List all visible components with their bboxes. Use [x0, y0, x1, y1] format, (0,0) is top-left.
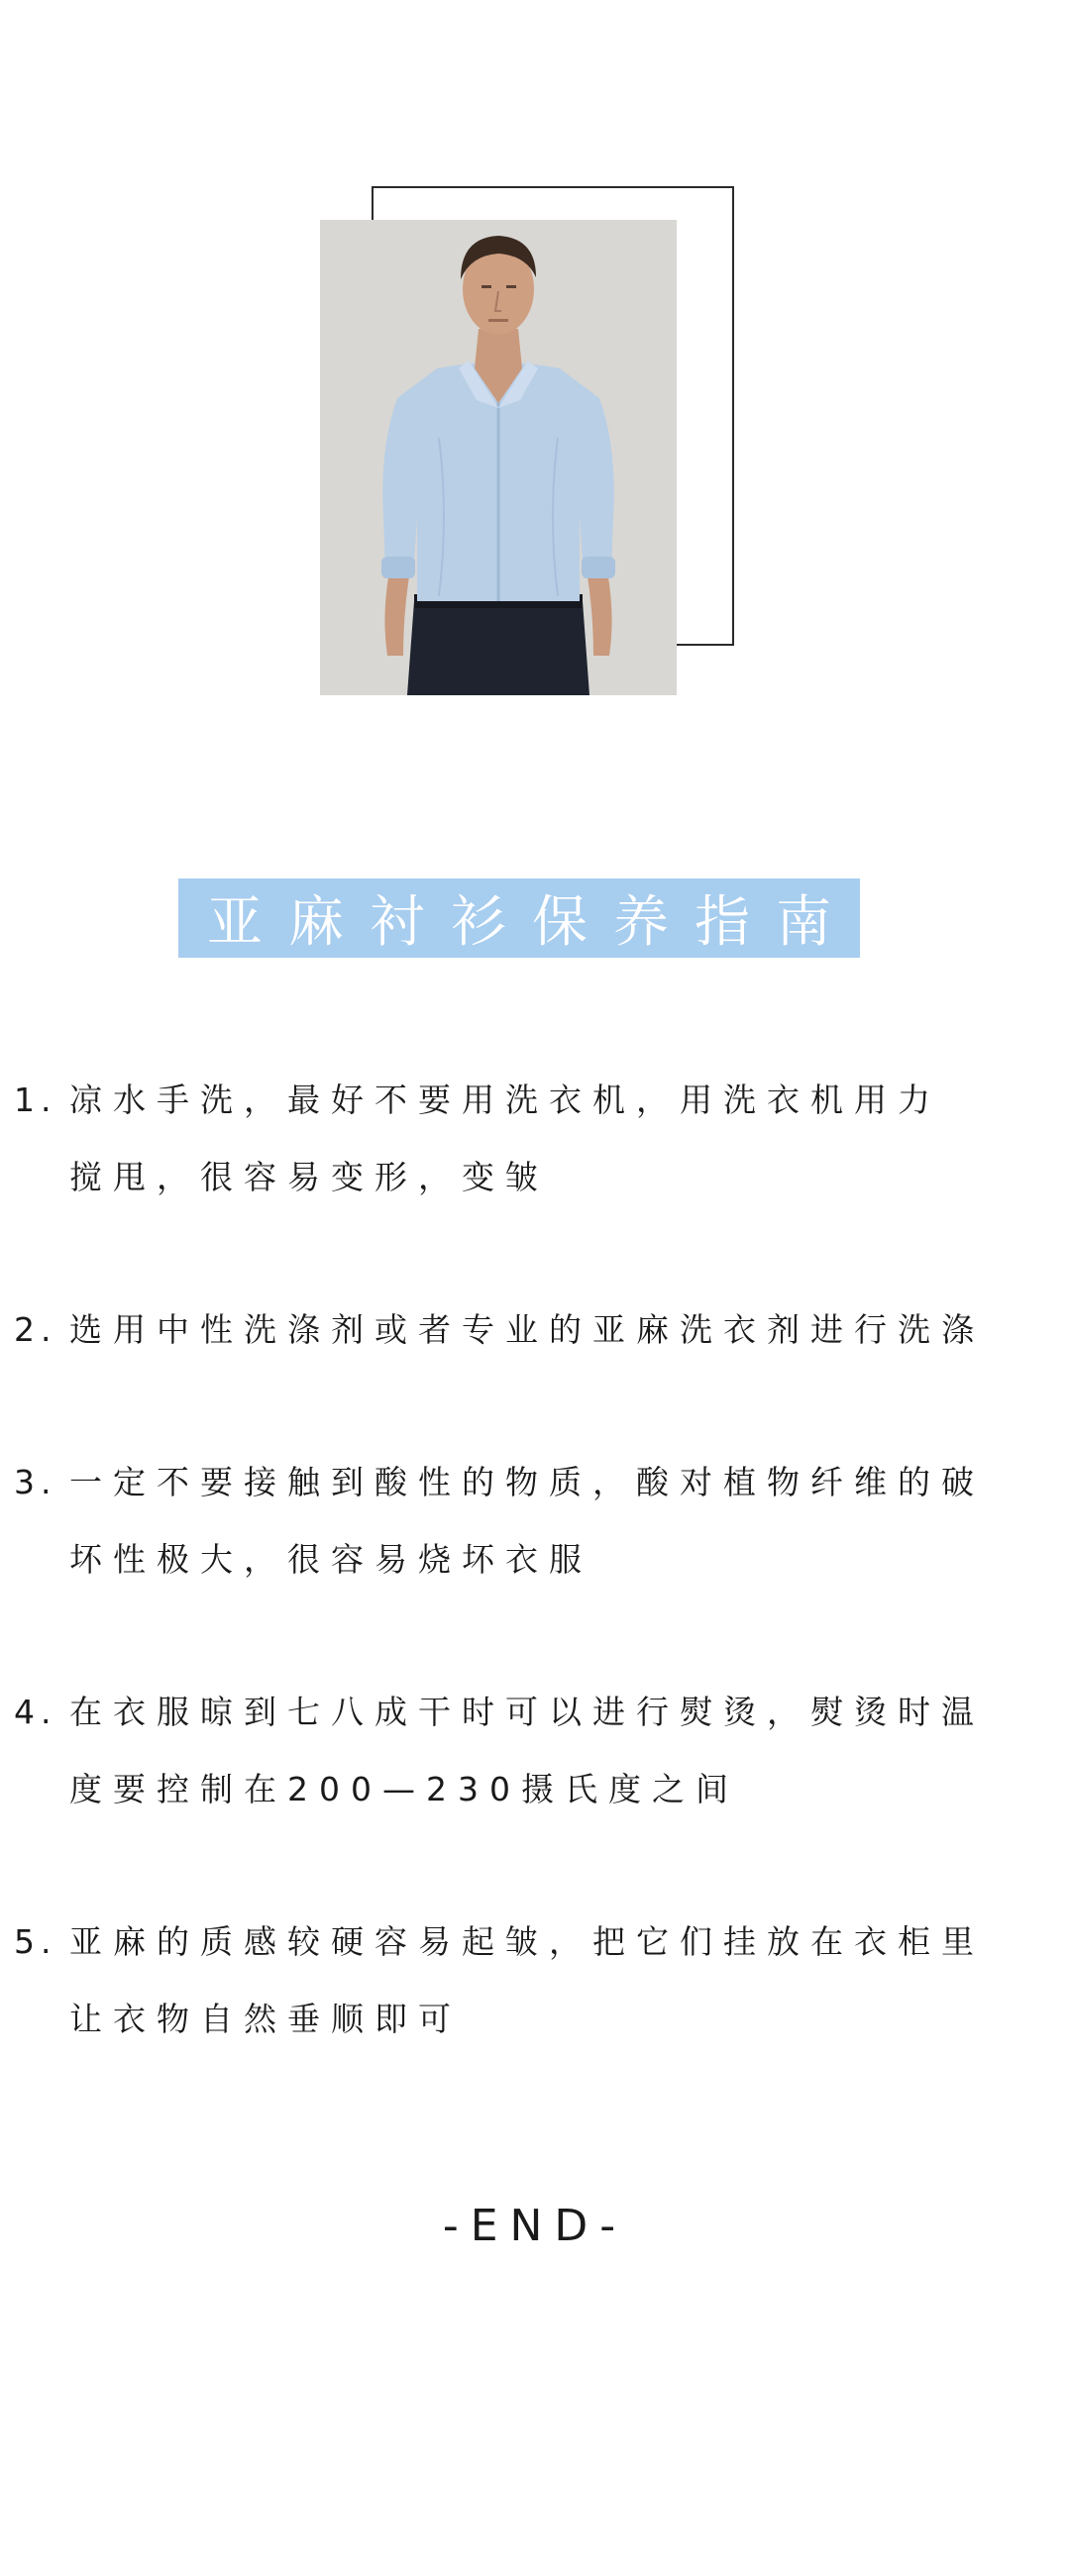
tip-text-line: 选用中性洗涤剂或者专业的亚麻洗衣剂进行洗涤: [69, 1310, 985, 1349]
title-banner: [178, 878, 860, 958]
model-illustration: [320, 220, 677, 695]
page-title: 亚麻衬衫保养指南: [207, 890, 857, 955]
care-tips-list: [14, 1062, 1064, 2133]
tip-text-line: 一定不要接触到酸性的物质，酸对植物纤维的破: [69, 1463, 985, 1501]
tip-item: [14, 1291, 1064, 1369]
tip-number: 3.: [14, 1463, 57, 1501]
tip-text-line: 搅甩，很容易变形，变皱: [69, 1158, 549, 1196]
hero-photo: [320, 220, 677, 695]
tip-text-line: 坏性极大，很容易烧坏衣服: [69, 1540, 592, 1579]
end-marker: -END-: [442, 2201, 628, 2251]
tip-text-line: 亚麻的质感较硬容易起皱，把它们挂放在衣柜里: [69, 1922, 985, 1961]
tip-number: 1.: [14, 1081, 57, 1119]
tip-text-line: 让衣物自然垂顺即可: [69, 2000, 462, 2038]
tip-number: 5.: [14, 1922, 57, 1961]
tip-item: [14, 1904, 1064, 2058]
tip-item: [14, 1674, 1064, 1828]
tip-text-line: 凉水手洗，最好不要用洗衣机，用洗衣机用力: [69, 1081, 941, 1119]
tip-item: [14, 1062, 1064, 1216]
tip-text-line: 度要控制在200—230摄氏度之间: [69, 1770, 739, 1808]
tip-number: 4.: [14, 1693, 57, 1731]
tip-number: 2.: [14, 1310, 57, 1349]
tip-item: [14, 1444, 1064, 1598]
tip-text-line: 在衣服晾到七八成干时可以进行熨烫，熨烫时温: [69, 1693, 985, 1731]
